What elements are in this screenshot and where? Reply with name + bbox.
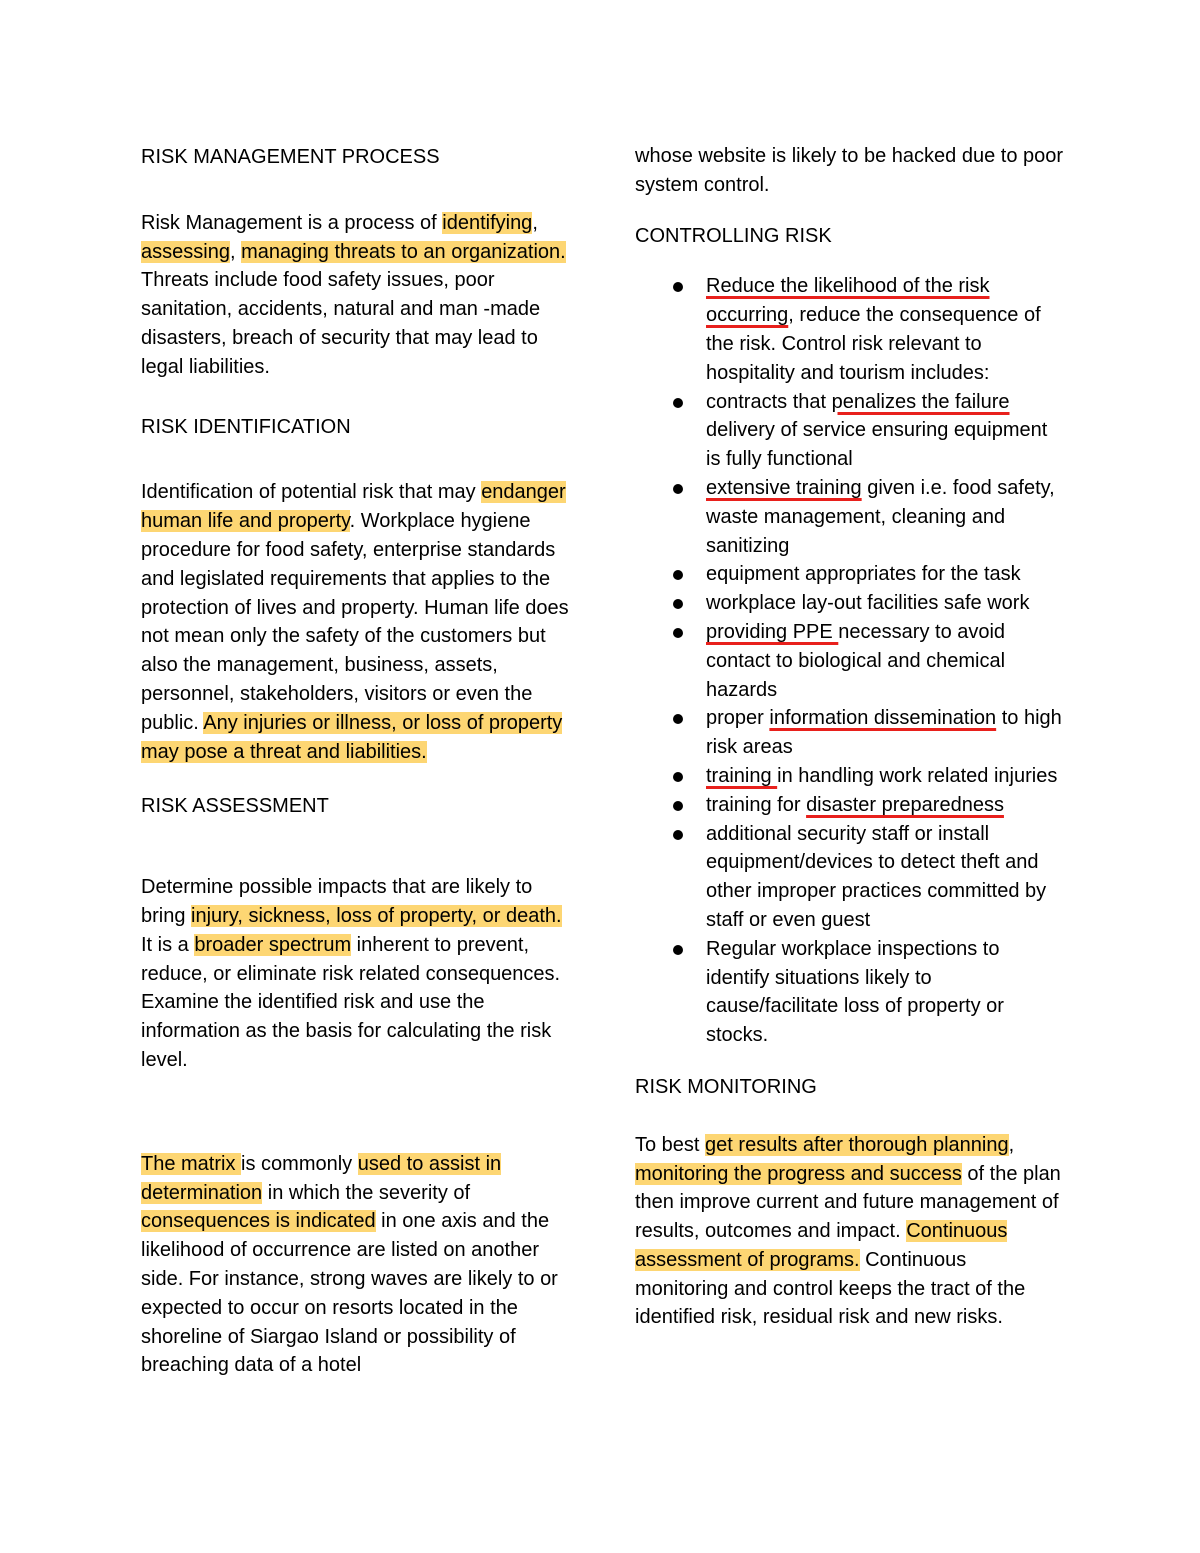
text-run: Continuous monitoring and control keeps the tract of the identified risk, residual risk and new risks.	[635, 1248, 1026, 1329]
highlighted-text: used to assist in determination	[141, 1152, 502, 1204]
text-run: in handling work related injuries	[777, 764, 1058, 787]
text-run: whose website is likely to be hacked due to poor system control.	[635, 145, 1064, 196]
underlined-text: extensive training	[706, 476, 862, 499]
text-run: proper	[706, 707, 770, 730]
text-run: in one axis and the likelihood of occurrence are listed on another side. For instance, strong waves are likely to or expected to occur on resorts located in the shoreline of Siargao Island or possibility of breaching data of a hotel	[141, 1210, 558, 1377]
heading-risk-monitoring: RISK MONITORING	[635, 1075, 817, 1098]
text-run: Regular workplace inspections to identify situations likely to cause/facilitate loss of property or stocks.	[706, 937, 1004, 1047]
list-item	[706, 272, 1065, 387]
text-run: To best	[635, 1133, 706, 1156]
list-item	[706, 618, 1065, 704]
left-column	[141, 142, 571, 1380]
text-run: to high risk areas	[706, 707, 1062, 759]
highlighted-text: consequences is indicated	[141, 1210, 376, 1233]
right-column	[635, 142, 1065, 1332]
underlined-text: disaster preparedness	[806, 793, 1004, 816]
list-item	[706, 474, 1065, 560]
heading-risk-assessment: RISK ASSESSMENT	[141, 795, 329, 818]
highlighted-text: broader spectrum	[194, 933, 352, 956]
list-item	[706, 791, 1065, 820]
text-run: training for	[706, 793, 807, 816]
underlined-text: information dissemination	[769, 707, 997, 730]
highlighted-text: identifying	[442, 211, 533, 234]
list-item	[706, 704, 1065, 762]
highlighted-text: Continuous assessment of programs.	[635, 1220, 1008, 1271]
list-item	[706, 589, 1065, 618]
list-item	[706, 762, 1065, 791]
text-run: given i.e. food safety, waste management, cleaning and sanitizing	[706, 476, 1055, 557]
text-run: in which the severity of	[262, 1181, 471, 1204]
paragraph-continuation	[635, 142, 1065, 200]
text-run: , reduce the consequence of the risk. Control risk relevant to hospitality and tourism includes:	[706, 304, 1041, 384]
text-run: equipment appropriates for the task	[706, 563, 1021, 586]
list-item	[706, 560, 1065, 589]
paragraph-risk-monitoring	[635, 1131, 1065, 1333]
text-run: Risk Management is a process of	[141, 211, 443, 234]
text-run: necessary to avoid contact to biological and chemical hazards	[706, 620, 1006, 701]
paragraph-risk-matrix	[141, 1150, 571, 1380]
text-run: It is a	[141, 933, 195, 956]
text-run: additional security staff or install equipment/devices to detect theft and other improper practices committed by staff or even guest	[706, 822, 1047, 931]
text-run: of the plan then improve current and future management of results, outcomes and impact.	[635, 1162, 1061, 1243]
heading-controlling-risk: CONTROLLING RISK	[635, 224, 832, 247]
underlined-text: providing PPE	[706, 620, 839, 643]
text-run: . Workplace hygiene procedure for food safety, enterprise standards and legislated requirements that applies to the protection of lives and property. Human life does not mean only the safety of the customers but also the management, business, assets, personnel, stakeholders, visitors or even the public.	[141, 510, 569, 734]
text-run: ,	[1008, 1133, 1015, 1156]
text-run: Threats include food safety issues, poor sanitation, accidents, natural and man -made disasters, breach of security that may lead to legal liabilities.	[141, 269, 541, 378]
text-run: contracts that	[706, 390, 832, 413]
list-item	[706, 820, 1065, 935]
highlighted-text: managing threats to an organization.	[241, 240, 566, 263]
highlighted-text: injury, sickness, loss of property, or death.	[191, 904, 562, 927]
underlined-text: Reduce the likelihood of the risk occurring	[706, 275, 990, 327]
underlined-text: training	[706, 764, 778, 787]
underlined-text: penalizes the failure	[831, 390, 1010, 413]
highlighted-text: endanger human life and property	[141, 481, 566, 533]
text-run: is commonly	[241, 1152, 358, 1175]
text-run: ,	[532, 211, 538, 234]
paragraph-risk-assessment	[141, 873, 571, 1075]
text-run: inherent to prevent, reduce, or eliminate risk related consequences. Examine the identified risk and use the information as the basis for calculating the risk level.	[141, 933, 561, 1071]
highlighted-text: get results after thorough planning	[705, 1133, 1009, 1156]
highlighted-text: Any injuries or illness, or loss of property may pose a threat and liabilities.	[141, 711, 563, 763]
highlighted-text: The matrix	[141, 1152, 242, 1175]
text-run: Identification of potential risk that may	[141, 481, 482, 504]
paragraph-risk-management	[141, 209, 571, 382]
highlighted-text: assessing	[141, 240, 230, 263]
text-run: ,	[229, 240, 242, 263]
list-item	[706, 388, 1065, 474]
highlighted-text: monitoring the progress and success	[635, 1162, 962, 1185]
heading-risk-identification: RISK IDENTIFICATION	[141, 415, 351, 438]
text-run: workplace lay-out facilities safe work	[706, 592, 1030, 615]
list-item	[706, 935, 1065, 1050]
controlling-risk-list	[635, 272, 1065, 1050]
text-run: Determine possible impacts that are likely to bring	[141, 876, 533, 927]
paragraph-risk-identification	[141, 478, 571, 766]
heading-risk-management-process: RISK MANAGEMENT PROCESS	[141, 146, 440, 168]
text-run: delivery of service ensuring equipment is fully functional	[706, 419, 1048, 471]
